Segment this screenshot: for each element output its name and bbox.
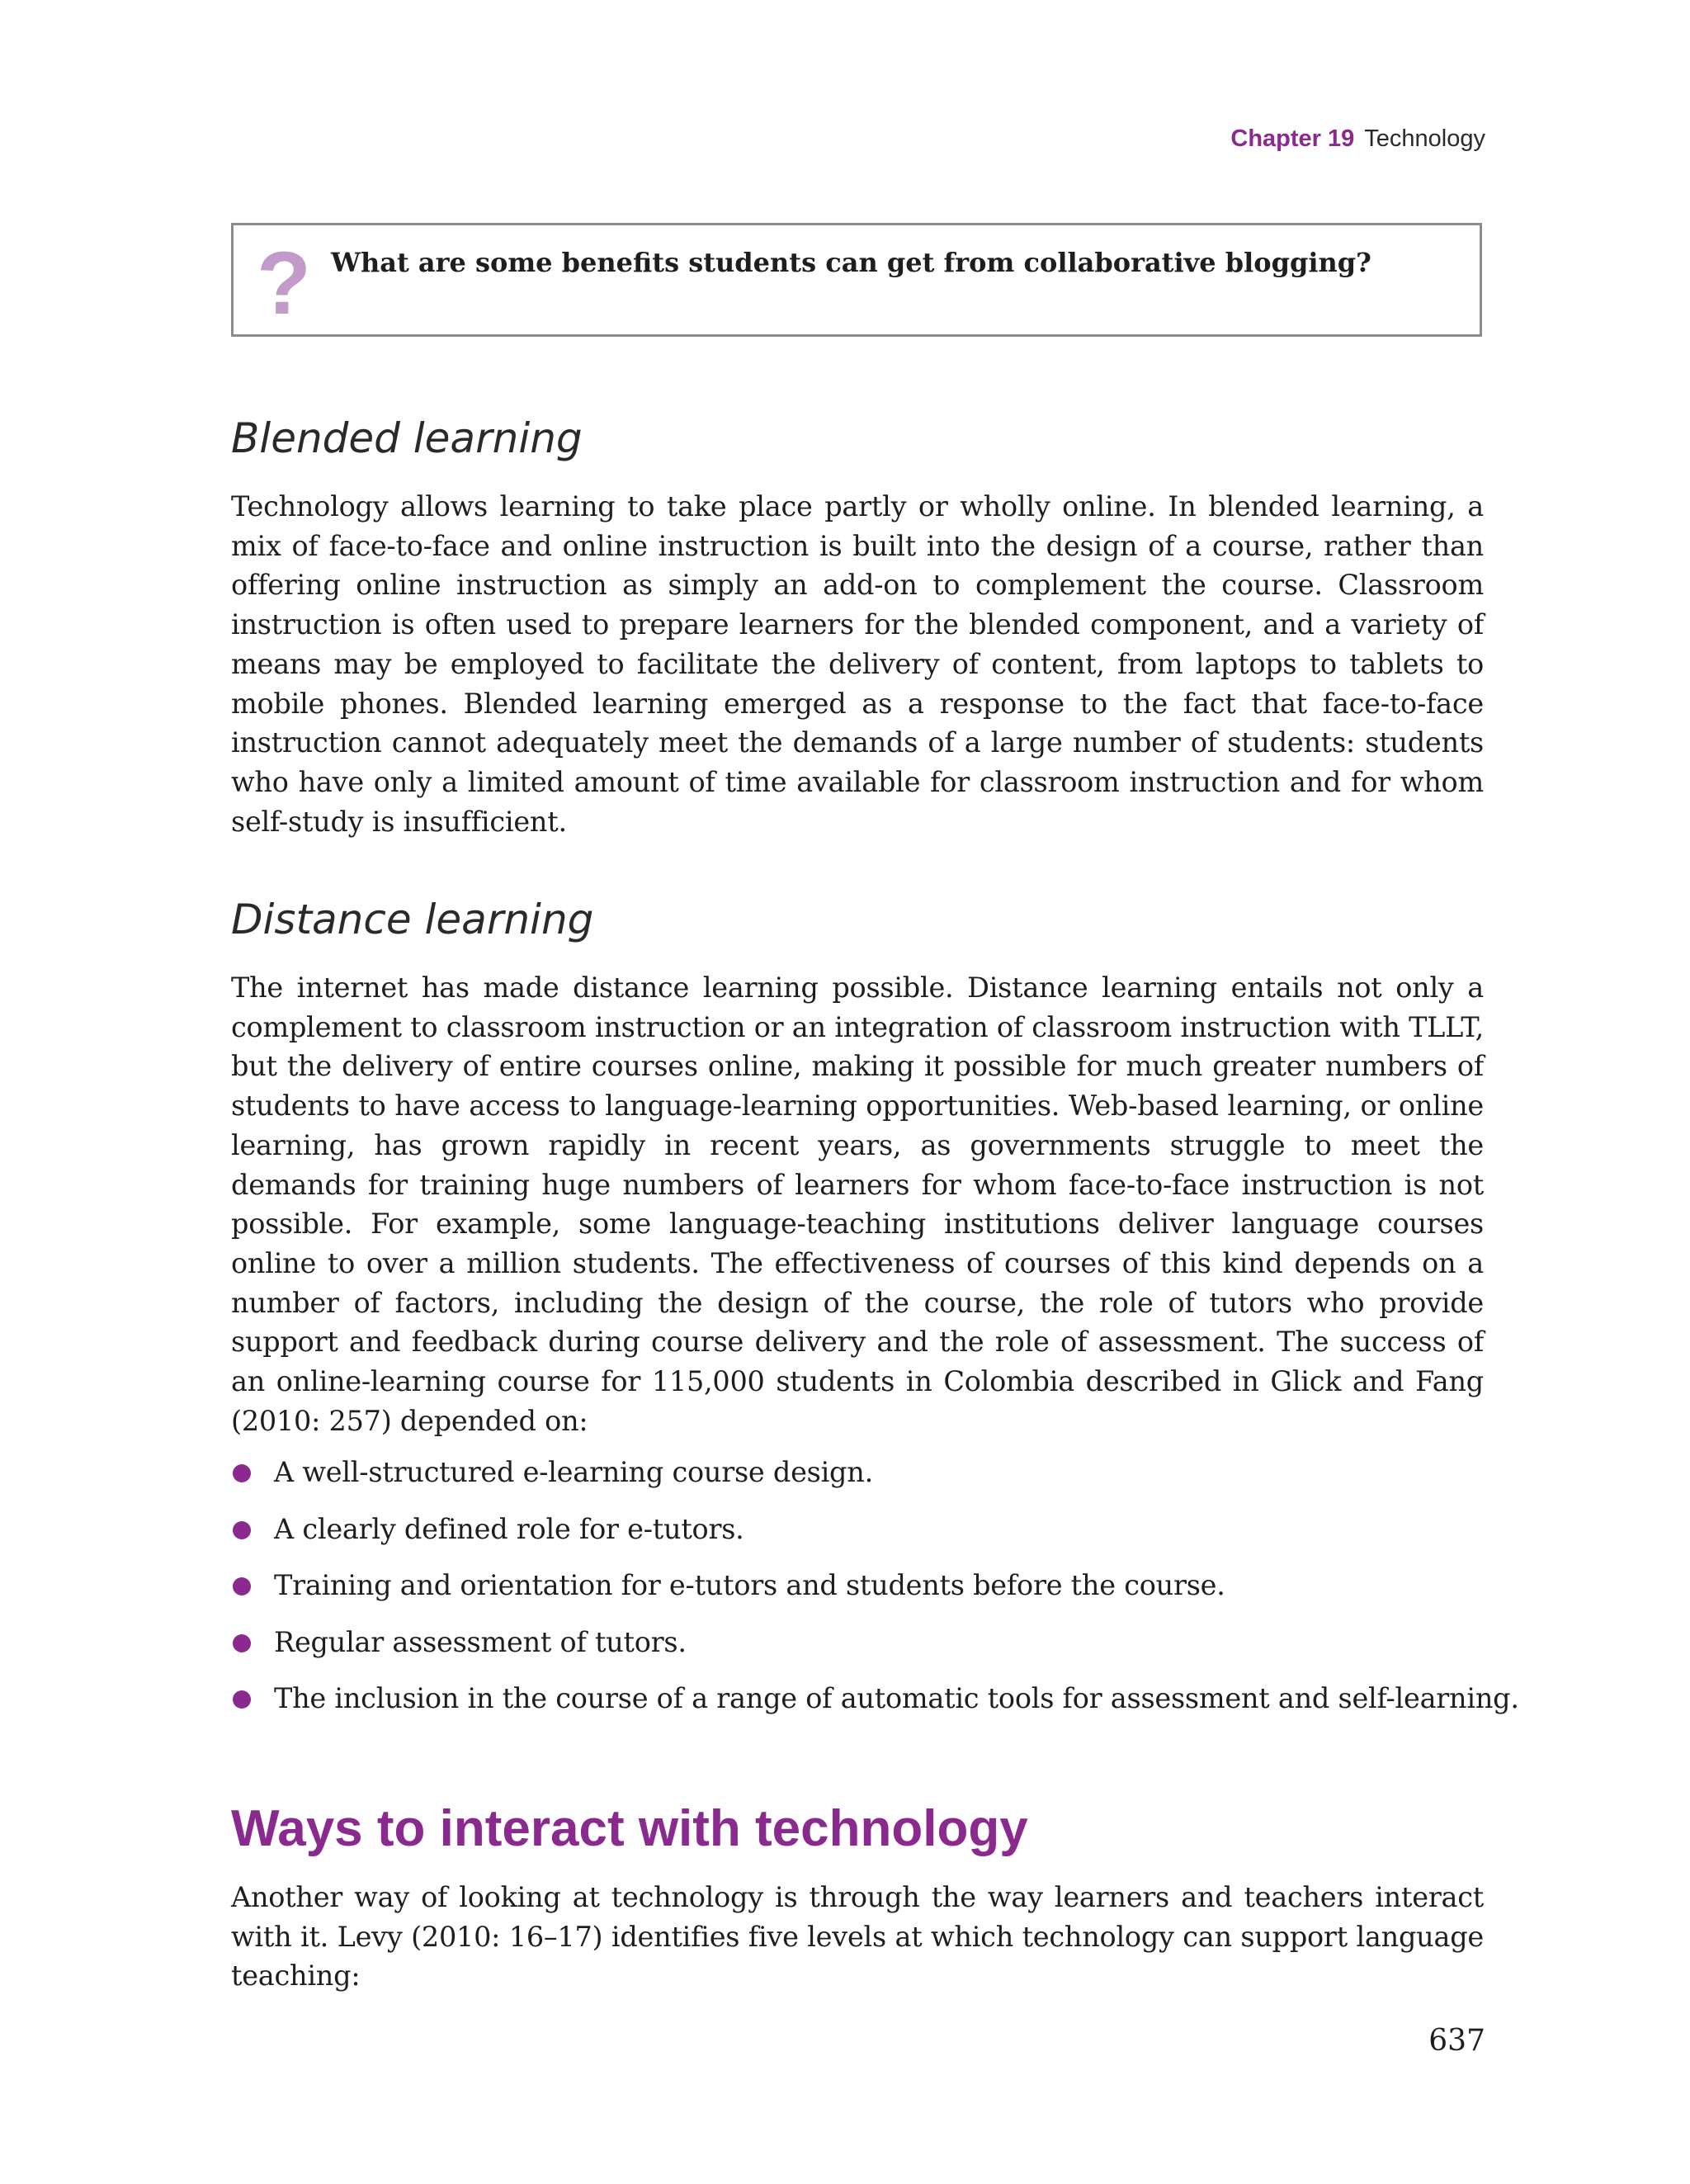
paragraph-distance-learning: The internet has made distance learning possible. Distance learning entails not only a complement to classroom instruction or an integration of classroom instruction with TLLT, but the delivery of entire courses online, making it possible for much greater numbers of students to have access to language-learning opportunities. Web-based learning, or online learning, has grown rapidly in recent years, as governments struggle to meet the demands for training huge numbers of learners for whom face-to-face instruction is not possible. For example, some language-teaching institutions deliver language courses online to over a million students. The effectiveness of courses of this kind depends on a number of factors, including the design of the course, the role of tutors who provide support and feedback during course delivery and the role of assessment. The success of an online-learning course for 115,000 students in Colombia described in Glick and Fang (2010: 257) depended on: xyxy=(231,971,1484,1437)
bullet-dot-icon xyxy=(233,1577,251,1595)
list-item-text: A clearly defined role for e-tutors. xyxy=(274,1512,744,1545)
bullet-dot-icon xyxy=(233,1464,251,1482)
running-head xyxy=(1230,125,1485,153)
page-number: 637 xyxy=(1428,2024,1485,2058)
heading-ways-to-interact: Ways to interact with technology xyxy=(231,1800,1028,1857)
running-head-title: Technology xyxy=(1364,125,1485,152)
list-item-text: Training and orientation for e-tutors and students before the course. xyxy=(274,1569,1225,1601)
bullet-dot-icon xyxy=(233,1634,251,1652)
list-item xyxy=(231,1566,1485,1623)
list-item-text: A well-structured e-learning course design. xyxy=(274,1456,873,1488)
paragraph-blended-learning: Technology allows learning to take place partly or wholly online. In blended learning, a mix of face-to-face and online instruction is built into the design of a course, rather than offering online instruction as simply an add-on to complement the course. Classroom instruction is often used to prepare learners for the blended component, and a variety of means may be employed to facilitate the delivery of content, from laptops to tablets to mobile phones. Blended learning emerged as a response to the fact that face-to-face instruction cannot adequately meet the demands of a large number of students: students who have only a limited amount of time available for classroom instruction and for whom self-study is insufficient. xyxy=(231,490,1484,838)
list-item xyxy=(231,1623,1485,1680)
list-item-text: The inclusion in the course of a range of automatic tools for assessment and self-learning. xyxy=(274,1682,1519,1714)
reflection-question-text: What are some benefits students can get from collaborative blogging? xyxy=(331,247,1371,278)
question-mark-icon: ? xyxy=(257,233,311,333)
list-item xyxy=(231,1510,1485,1567)
heading-blended-learning: Blended learning xyxy=(231,414,583,462)
heading-distance-learning: Distance learning xyxy=(231,896,594,943)
paragraph-ways-to-interact: Another way of looking at technology is through the way learners and teachers interact with it. Levy (2010: 16–17) identifies five levels at which technology can support language teaching: xyxy=(231,1881,1484,1993)
reflection-question-box xyxy=(231,223,1482,337)
list-item-text: Regular assessment of tutors. xyxy=(274,1625,687,1658)
running-head-chapter: Chapter 19 xyxy=(1230,125,1355,152)
book-page xyxy=(231,0,1519,2184)
success-factors-list xyxy=(231,1453,1519,1736)
list-item xyxy=(231,1453,1485,1510)
bullet-dot-icon xyxy=(233,1521,251,1539)
bullet-dot-icon xyxy=(233,1690,251,1709)
list-item xyxy=(231,1679,1519,1736)
